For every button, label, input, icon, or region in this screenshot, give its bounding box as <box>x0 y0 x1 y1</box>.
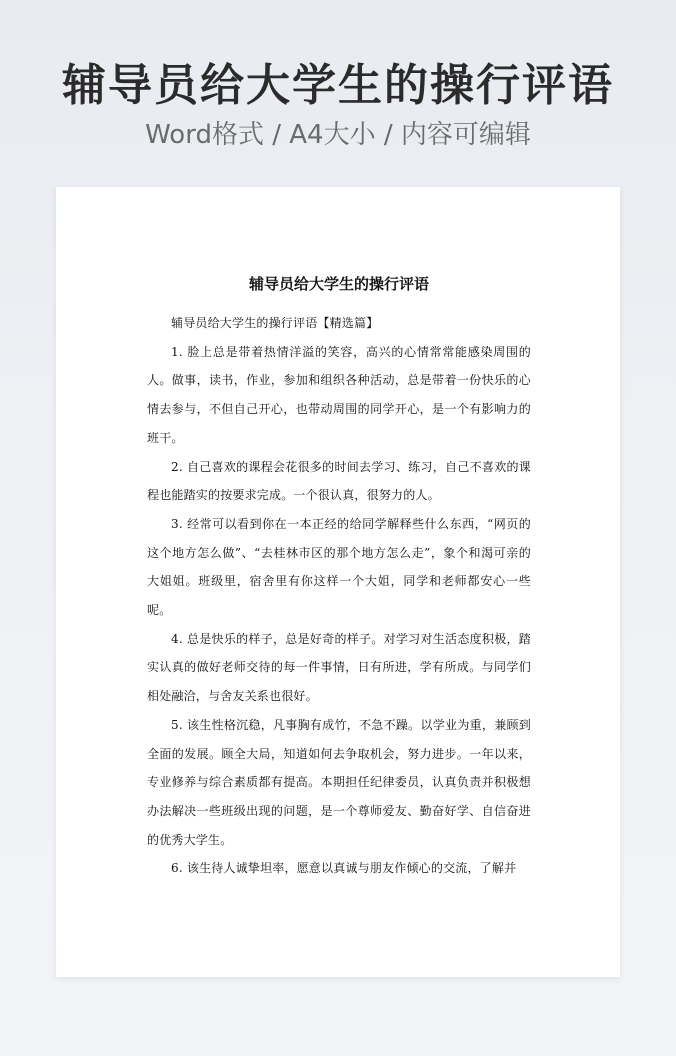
banner-subtitle: Word格式 / A4大小 / 内容可编辑 <box>145 120 531 150</box>
document-paragraph: 3. 经常可以看到你在一本正经的给同学解释些什么东西，“网页的这个地方怎么做”、“去桂林市区的那个地方怎么走”，象个和渴可亲的大姐姐。班级里，宿舍里有你这样一个大姐，同学和老师都安心一些呢。 <box>147 516 531 618</box>
document-page <box>56 187 620 977</box>
document-paragraph: 辅导员给大学生的操行评语【精选篇】 <box>171 316 379 330</box>
document-body <box>147 273 531 883</box>
document-paragraph: 2. 自己喜欢的课程会花很多的时间去学习、练习，自己不喜欢的课程也能踏实的按要求完成。一个很认真，很努力的人。 <box>147 459 531 503</box>
banner-title: 辅导员给大学生的操行评语 <box>62 60 614 111</box>
header-banner <box>0 0 676 180</box>
document-paragraph: 6. 该生待人诚挚坦率，愿意以真诚与朋友作倾心的交流，了解并 <box>171 861 517 876</box>
document-paragraph: 1. 脸上总是带着热情洋溢的笑容，高兴的心情常常能感染周围的人。做事，读书，作业，参加和组织各种活动，总是带着一份快乐的心情去参与，不但自己开心，也带动周围的同学开心，是一个有影响力的班干。 <box>147 344 531 445</box>
document-paragraph: 4. 总是快乐的样子，总是好奇的样子。对学习对生活态度积极，踏实认真的做好老师交待的每一件事情，日有所进，学有所成。与同学们相处融洽，与舍友关系也很好。 <box>147 631 531 704</box>
document-paragraph: 5. 该生性格沉稳，凡事胸有成竹，不急不躁。以学业为重，兼顾到全面的发展。顾全大局，知道如何去争取机会，努力进步。一年以来，专业修养与综合素质都有提高。本期担任纪律委员，认真负责并积极想办法解决一些班级出现的问题，是一个尊师爱友、勤奋好学、自信奋进的优秀大学生。 <box>147 717 531 847</box>
document-title: 辅导员给大学生的操行评语 <box>248 275 429 293</box>
